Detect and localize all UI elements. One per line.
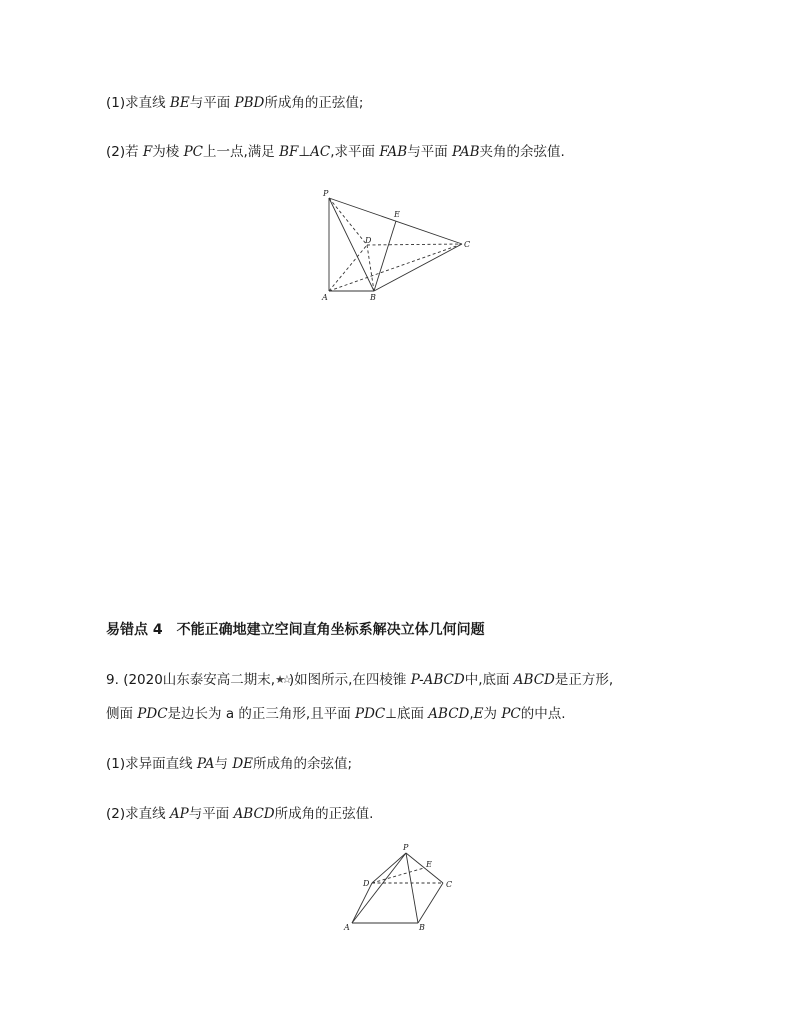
q9-part1: (1)求异面直线 PA与 DE所成角的余弦值;: [106, 756, 353, 772]
difficulty-stars-icon: ★☆: [275, 673, 289, 686]
label-a: A: [344, 923, 350, 932]
edge-pc: [406, 853, 443, 883]
q8-part1: (1)求直线 BE与平面 PBD所成角的正弦值;: [106, 95, 364, 111]
q9-part2: (2)求直线 AP与平面 ABCD所成角的正弦值.: [106, 806, 374, 822]
var-be: BE: [169, 95, 190, 111]
q9-stem-line1: 9. (2020山东泰安高二期末,★☆)如图所示,在四棱锥 P-ABCD中,底面 ABCD是正方形,: [106, 672, 614, 688]
q9-source: (2020山东泰安高二期末,: [123, 672, 276, 688]
label-b: B: [419, 923, 425, 932]
edge-pa: [352, 853, 406, 923]
label-a: A: [322, 293, 328, 302]
label-c: C: [464, 240, 471, 249]
label-d: D: [363, 879, 370, 888]
q8-part2: (2)若 F为棱 PC上一点,满足 BF⊥AC,求平面 FAB与平面 PAB夹角的余弦值.: [106, 144, 565, 160]
label-b: B: [370, 293, 376, 302]
edge-ad: [352, 883, 372, 923]
label-p: P: [323, 189, 329, 198]
label-e: E: [394, 210, 400, 219]
q9-number: 9.: [106, 672, 119, 688]
q9-stem-line2: 侧面 PDC是边长为 a 的正三角形,且平面 PDC⊥底面 ABCD,E为 PC的中点.: [106, 706, 566, 722]
section-label: 易错点 4: [106, 622, 163, 638]
edge-bc: [418, 883, 443, 923]
label-p: P: [403, 843, 409, 852]
edge-de: [372, 868, 424, 883]
edge-pb: [406, 853, 418, 923]
label-d: D: [365, 236, 372, 245]
label-c: C: [446, 880, 453, 889]
label-e: E: [426, 860, 432, 869]
var-pbd: PBD: [234, 95, 265, 111]
section-title: 不能正确地建立空间直角坐标系解决立体几何问题: [176, 622, 485, 638]
